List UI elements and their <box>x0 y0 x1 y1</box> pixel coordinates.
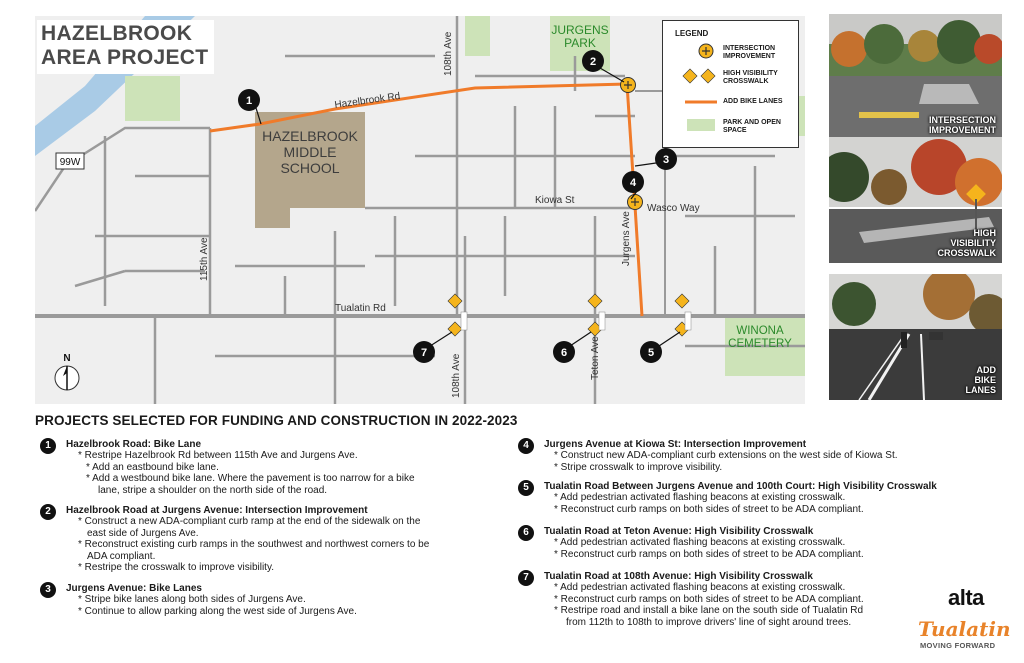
project-title: Jurgens Avenue at Kiowa St: Intersection Improvement <box>544 439 807 450</box>
project-bullet: * Stripe bike lanes along both sides of Jurgens Ave. <box>78 594 306 605</box>
street-label-108th-top: 108th Ave <box>443 31 454 76</box>
svg-text:2: 2 <box>589 56 597 68</box>
street-label-115th: 115th Ave <box>199 237 210 281</box>
school-label-2: MIDDLE <box>283 144 337 160</box>
photo-caption: HIGH VISIBILITY CROSSWALK <box>937 228 996 258</box>
project-title: Tualatin Road at Teton Avenue: High Visibility Crosswalk <box>544 526 814 537</box>
project-bullet: * Reconstruct curb ramps on both sides of street to be ADA compliant. <box>554 503 864 515</box>
svg-text:6: 6 <box>560 347 568 359</box>
svg-text:3: 3 <box>662 154 670 166</box>
project-bullet: * Restripe Hazelbrook Rd between 115th Ave and Jurgens Ave. <box>78 450 358 461</box>
project-title: Jurgens Avenue: Bike Lanes <box>66 583 202 594</box>
school-label-1: HAZELBROOK <box>262 128 358 144</box>
project-bullet: * Continue to allow parking along the west side of Jurgens Ave. <box>78 605 357 617</box>
park-swatch-icon <box>667 117 717 137</box>
svg-text:99W: 99W <box>59 157 81 168</box>
svg-text:1: 1 <box>245 95 253 107</box>
street-label-tualatin: Tualatin Rd <box>335 303 386 314</box>
park-label-2: PARK <box>564 36 596 50</box>
cemetery-label-1: WINONA <box>736 325 784 337</box>
map-title <box>37 20 214 74</box>
project-bullet: * Reconstruct curb ramps on both sides of street to be ADA compliant. <box>554 548 864 560</box>
project-bullet: * Add pedestrian activated flashing beacons at existing crosswalk. <box>554 537 846 548</box>
park-label-1: JURGENS <box>551 23 609 37</box>
intersection-icon <box>667 43 717 63</box>
project-title: Tualatin Road at 108th Avenue: High Visibility Crosswalk <box>544 571 813 582</box>
legend-label-crosswalk: HIGH VISIBILITY CROSSWALK <box>723 70 778 85</box>
tualatin-tagline: MOVING FORWARD <box>920 641 996 650</box>
street-label-wasco: Wasco Way <box>647 203 700 214</box>
school-label-3: SCHOOL <box>280 160 340 176</box>
project-number: 7 <box>518 570 534 586</box>
project-bullet: ADA compliant. <box>87 550 156 562</box>
project-bullet: * Add pedestrian activated flashing beacons at existing crosswalk. <box>554 582 846 593</box>
intersection-icon <box>621 78 636 93</box>
svg-text:7: 7 <box>420 347 428 359</box>
project-number: 1 <box>40 438 56 454</box>
project-bullet: * Add an eastbound bike lane. <box>86 461 219 473</box>
crosswalk-sign-icon <box>667 68 717 88</box>
tualatin-logo <box>918 617 1018 657</box>
street-label-108th-bottom: 108th Ave <box>451 353 462 398</box>
map-title-line-1: HAZELBROOK <box>41 22 193 45</box>
project-bullet: * Add a westbound bike lane. Where the pavement is too narrow for a bike <box>86 473 415 484</box>
photo-caption: ADD BIKE LANES <box>965 365 996 395</box>
project-title: Hazelbrook Road at Jurgens Avenue: Intersection Improvement <box>66 505 368 516</box>
map-marker-6[interactable] <box>553 341 575 363</box>
project-number: 5 <box>518 480 534 496</box>
legend-item-intersection <box>667 43 795 63</box>
tualatin-logo-text: Tualatin <box>918 617 1011 641</box>
svg-text:5: 5 <box>647 347 655 359</box>
map-marker-5[interactable] <box>640 341 662 363</box>
highway-shield <box>56 153 84 169</box>
project-bullet: * Construct a new ADA-compliant curb ramp at the end of the sidewalk on the <box>78 516 421 527</box>
legend-label-bike-lanes: ADD BIKE LANES <box>723 98 783 105</box>
map-marker-4[interactable] <box>622 171 644 193</box>
project-number: 2 <box>40 504 56 520</box>
map-marker-1[interactable] <box>238 89 260 111</box>
intersection-icon <box>628 195 643 210</box>
street-label-kiowa: Kiowa St <box>535 195 575 206</box>
map-marker-3[interactable] <box>655 148 677 170</box>
legend-label-park: PARK AND OPEN SPACE <box>723 119 781 134</box>
project-title: Tualatin Road Between Jurgens Avenue and 100th Court: High Visibility Crosswalk <box>544 481 937 492</box>
legend-title: LEGEND <box>675 29 709 38</box>
bike-lane-line-icon <box>667 96 717 116</box>
legend-item-park <box>667 117 795 137</box>
map-legend <box>662 20 799 148</box>
map-marker-2[interactable] <box>582 50 604 72</box>
project-title: Hazelbrook Road: Bike Lane <box>66 439 202 450</box>
project-number: 6 <box>518 525 534 541</box>
project-number: 3 <box>40 582 56 598</box>
park-area-north <box>465 16 490 56</box>
svg-text:4: 4 <box>629 177 637 189</box>
project-bullet: east side of Jurgens Ave. <box>87 527 199 539</box>
street-label-hazelbrook: Hazelbrook Rd <box>333 90 401 111</box>
legend-item-crosswalk <box>667 68 795 88</box>
photo-intersection-improvement <box>829 14 1002 140</box>
project-bullet: * Add pedestrian activated flashing beacons at existing crosswalk. <box>554 492 846 503</box>
project-bullet: * Stripe crosswalk to improve visibility. <box>554 461 723 473</box>
street-label-jurgens: Jurgens Ave <box>621 211 632 266</box>
project-bullet: * Restripe road and install a bike lane on the south side of Tualatin Rd <box>554 605 864 616</box>
map-marker-7[interactable] <box>413 341 435 363</box>
project-bullet: lane, stripe a shoulder on the north side of the road. <box>98 484 328 496</box>
svg-text:N: N <box>63 353 71 364</box>
project-bullet: from 112th to 108th to improve drivers' line of sight around trees. <box>566 616 852 628</box>
project-bullet: * Reconstruct curb ramps on both sides of street to be ADA compliant. <box>554 593 864 605</box>
photo-add-bike-lanes <box>829 274 1002 400</box>
project-bullet: * Construct new ADA-compliant curb extensions on the west side of Kiowa St. <box>554 450 898 461</box>
project-bullet: * Reconstruct existing curb ramps in the southwest and northwest corners to be <box>78 539 430 550</box>
projects-heading: PROJECTS SELECTED FOR FUNDING AND CONSTRUCTION IN 2022-2023 <box>35 413 518 428</box>
photo-caption: INTERSECTION IMPROVEMENT <box>928 115 996 135</box>
legend-item-bike-lanes <box>667 96 795 116</box>
project-map[interactable] <box>35 16 805 404</box>
cemetery-label-2: CEMETERY <box>728 338 792 350</box>
photo-high-visibility-crosswalk <box>829 137 1002 263</box>
project-bullet: * Restripe the crosswalk to improve visibility. <box>78 562 274 573</box>
park-area-west <box>125 76 180 121</box>
alta-logo: alta <box>948 585 984 610</box>
legend-label-intersection: INTERSECTION IMPROVEMENT <box>723 45 776 60</box>
project-number: 4 <box>518 438 534 454</box>
street-label-teton: Teton Ave <box>590 336 601 380</box>
map-title-line-2: AREA PROJECT <box>41 46 209 69</box>
